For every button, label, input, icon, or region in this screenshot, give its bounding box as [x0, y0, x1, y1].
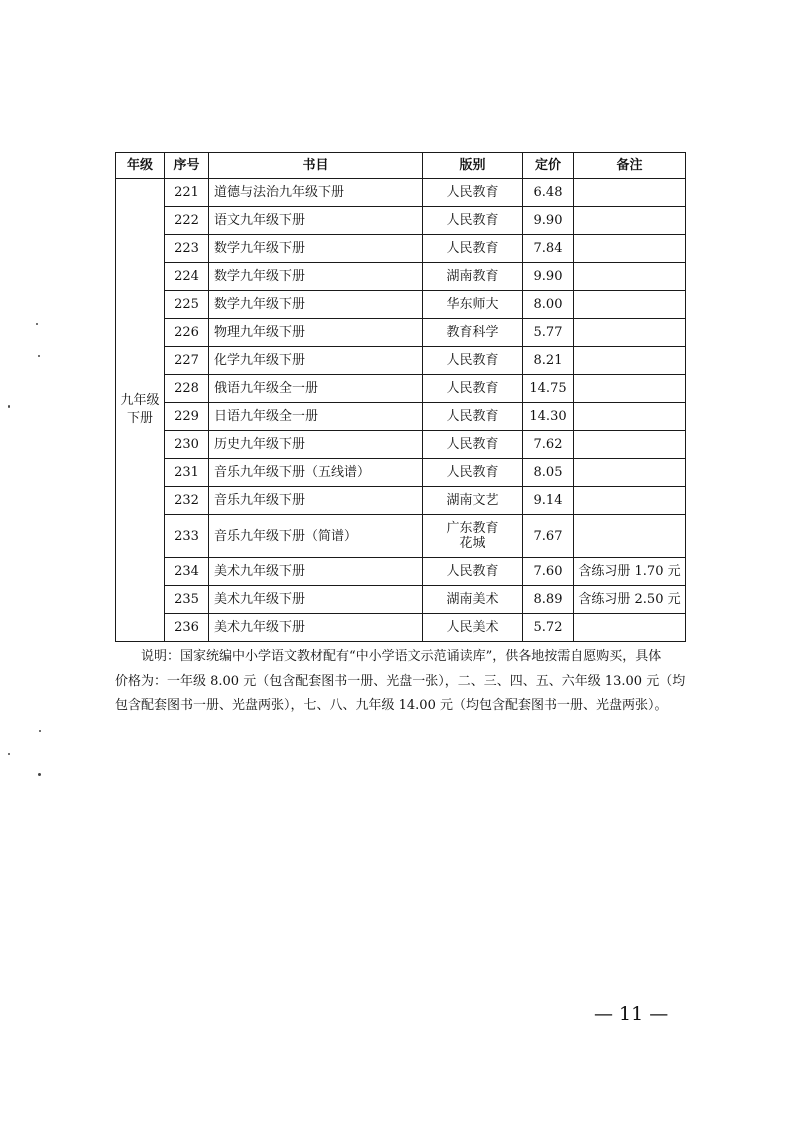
- scan-speck: [8, 405, 10, 408]
- price-cell: 9.90: [523, 263, 574, 291]
- remark-cell: [574, 319, 686, 347]
- remark-cell: [574, 263, 686, 291]
- publisher-cell: 广东教育 花城: [423, 515, 523, 558]
- table-row: [116, 347, 686, 375]
- number-cell: 230: [165, 431, 209, 459]
- title-cell: 美术九年级下册: [209, 558, 423, 586]
- title-cell: 道德与法治九年级下册: [209, 179, 423, 207]
- price-cell: 7.62: [523, 431, 574, 459]
- title-cell: 数学九年级下册: [209, 291, 423, 319]
- remark-cell: [574, 207, 686, 235]
- explanation-note: [115, 645, 695, 719]
- title-cell: 语文九年级下册: [209, 207, 423, 235]
- header-title: 书目: [209, 153, 423, 179]
- header-publisher: 版别: [423, 153, 523, 179]
- price-cell: 5.72: [523, 614, 574, 642]
- price-cell: 9.90: [523, 207, 574, 235]
- grade-cell: 九年级 下册: [116, 179, 165, 642]
- table-row: [116, 586, 686, 614]
- number-cell: 227: [165, 347, 209, 375]
- number-cell: 236: [165, 614, 209, 642]
- table-header-row: [116, 153, 686, 179]
- table-row: [116, 291, 686, 319]
- remark-cell: [574, 403, 686, 431]
- price-cell: 7.84: [523, 235, 574, 263]
- table-row: [116, 431, 686, 459]
- header-number: 序号: [165, 153, 209, 179]
- title-cell: 日语九年级全一册: [209, 403, 423, 431]
- publisher-cell: 湖南美术: [423, 586, 523, 614]
- number-cell: 232: [165, 487, 209, 515]
- number-cell: 221: [165, 179, 209, 207]
- title-cell: 数学九年级下册: [209, 263, 423, 291]
- title-cell: 音乐九年级下册（五线谱）: [209, 459, 423, 487]
- scan-speck: [39, 730, 41, 732]
- table-body: [116, 179, 686, 642]
- note-line: 说明：国家统编中小学语文教材配有“中小学语文示范诵读库”，供各地按需自愿购买，具体: [141, 649, 662, 664]
- table-row: [116, 487, 686, 515]
- title-cell: 美术九年级下册: [209, 614, 423, 642]
- remark-cell: [574, 347, 686, 375]
- header-remark: 备注: [574, 153, 686, 179]
- price-cell: 8.05: [523, 459, 574, 487]
- table-row: [116, 179, 686, 207]
- publisher-cell: 人民教育: [423, 558, 523, 586]
- remark-cell: 含练习册 2.50 元: [574, 586, 686, 614]
- remark-cell: [574, 431, 686, 459]
- price-cell: 7.60: [523, 558, 574, 586]
- publisher-cell: 华东师大: [423, 291, 523, 319]
- page-number: — 11 —: [594, 1003, 669, 1025]
- publisher-cell: 人民教育: [423, 179, 523, 207]
- publisher-cell: 人民美术: [423, 614, 523, 642]
- price-cell: 9.14: [523, 487, 574, 515]
- price-cell: 5.77: [523, 319, 574, 347]
- price-cell: 8.89: [523, 586, 574, 614]
- number-cell: 233: [165, 515, 209, 558]
- title-cell: 化学九年级下册: [209, 347, 423, 375]
- number-cell: 231: [165, 459, 209, 487]
- number-cell: 222: [165, 207, 209, 235]
- publisher-cell: 人民教育: [423, 431, 523, 459]
- price-cell: 14.30: [523, 403, 574, 431]
- table-row: [116, 459, 686, 487]
- scan-speck: [38, 355, 40, 357]
- publisher-cell: 人民教育: [423, 235, 523, 263]
- title-cell: 数学九年级下册: [209, 235, 423, 263]
- scan-speck: [36, 323, 38, 325]
- title-cell: 美术九年级下册: [209, 586, 423, 614]
- publisher-cell: 人民教育: [423, 347, 523, 375]
- remark-cell: [574, 235, 686, 263]
- number-cell: 223: [165, 235, 209, 263]
- publisher-cell: 湖南文艺: [423, 487, 523, 515]
- scan-speck: [8, 753, 10, 755]
- number-cell: 235: [165, 586, 209, 614]
- number-cell: 228: [165, 375, 209, 403]
- publisher-cell: 湖南教育: [423, 263, 523, 291]
- remark-cell: [574, 487, 686, 515]
- textbook-price-table: [115, 152, 686, 642]
- title-cell: 音乐九年级下册: [209, 487, 423, 515]
- table-row: [116, 614, 686, 642]
- title-cell: 俄语九年级全一册: [209, 375, 423, 403]
- remark-cell: [574, 614, 686, 642]
- number-cell: 226: [165, 319, 209, 347]
- remark-cell: [574, 459, 686, 487]
- table-row: [116, 558, 686, 586]
- publisher-cell: 人民教育: [423, 207, 523, 235]
- remark-cell: [574, 291, 686, 319]
- price-cell: 14.75: [523, 375, 574, 403]
- title-cell: 音乐九年级下册（简谱）: [209, 515, 423, 558]
- publisher-cell: 人民教育: [423, 375, 523, 403]
- price-cell: 8.21: [523, 347, 574, 375]
- table-row: [116, 235, 686, 263]
- price-cell: 7.67: [523, 515, 574, 558]
- number-cell: 225: [165, 291, 209, 319]
- number-cell: 234: [165, 558, 209, 586]
- price-cell: 8.00: [523, 291, 574, 319]
- header-price: 定价: [523, 153, 574, 179]
- note-line: 价格为：一年级 8.00 元（包含配套图书一册、光盘一张），二、三、四、五、六年级 13.00 元（均: [115, 673, 686, 689]
- title-cell: 历史九年级下册: [209, 431, 423, 459]
- remark-cell: [574, 515, 686, 558]
- remark-cell: [574, 375, 686, 403]
- table-row: [116, 207, 686, 235]
- number-cell: 229: [165, 403, 209, 431]
- price-cell: 6.48: [523, 179, 574, 207]
- remark-cell: [574, 179, 686, 207]
- title-cell: 物理九年级下册: [209, 319, 423, 347]
- publisher-cell: 人民教育: [423, 403, 523, 431]
- table-row: [116, 263, 686, 291]
- publisher-cell: 人民教育: [423, 459, 523, 487]
- table-row: [116, 515, 686, 558]
- header-grade: 年级: [116, 153, 165, 179]
- number-cell: 224: [165, 263, 209, 291]
- table-row: [116, 375, 686, 403]
- table-row: [116, 319, 686, 347]
- scan-speck: [38, 773, 41, 776]
- publisher-cell: 教育科学: [423, 319, 523, 347]
- table-row: [116, 403, 686, 431]
- remark-cell: 含练习册 1.70 元: [574, 558, 686, 586]
- note-line: 包含配套图书一册、光盘两张），七、八、九年级 14.00 元（均包含配套图书一册、光盘两张）。: [115, 698, 668, 713]
